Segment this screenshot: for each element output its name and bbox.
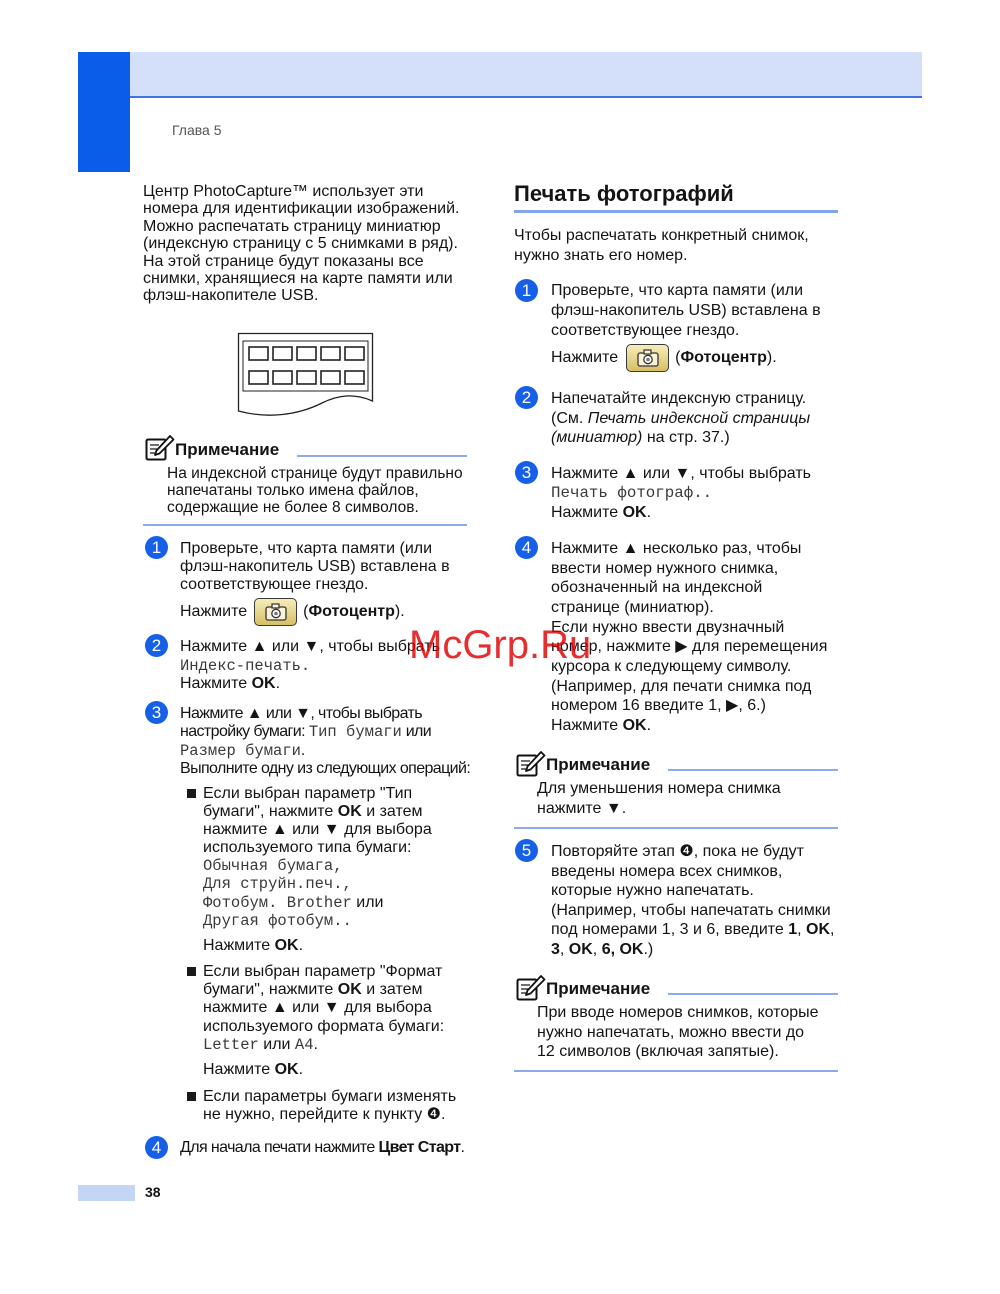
- punct: .: [646, 504, 652, 522]
- punct: ,: [592, 940, 602, 958]
- step-line: обозначенный на индексной: [551, 579, 763, 597]
- step3-text: [551, 464, 811, 523]
- ok-key: OK: [251, 675, 276, 692]
- bullet-line: нажмите ▲ или ▼ для выбора: [203, 999, 432, 1017]
- bullet-line: Если выбран параметр "Тип: [203, 785, 413, 802]
- bullet-line: [203, 981, 444, 999]
- lcd-menu-item: Тип бумаги: [308, 723, 402, 742]
- key-1: 1: [788, 921, 798, 939]
- photocapture-key: Фотоцентр: [680, 349, 767, 366]
- ok-key: OK: [622, 717, 647, 735]
- step-line: [551, 920, 835, 940]
- step-line: курсора к следующему символу.: [551, 658, 792, 676]
- punct: .: [646, 717, 652, 735]
- bullet-paper-type: [203, 785, 432, 930]
- photocapture-label: [675, 349, 777, 367]
- press-label: Нажмите: [203, 937, 275, 954]
- bullet-line: [203, 803, 432, 821]
- step-line: которые нужно напечатать.: [551, 882, 754, 900]
- step-line: соответствующее гнездо.: [180, 576, 369, 593]
- note-divider: [668, 993, 838, 995]
- paren-open: (: [303, 603, 309, 620]
- bullet-square: [187, 789, 196, 798]
- step-line: [551, 716, 827, 736]
- step-line: Нажмите ▲ или ▼, чтобы выбрать: [551, 465, 812, 482]
- press-label: Нажмите: [551, 504, 623, 522]
- press-ok-line: [203, 1061, 303, 1079]
- intro-line: Чтобы распечатать конкретный снимок,: [514, 227, 809, 244]
- step-number-badge: 3: [515, 461, 538, 484]
- watermark: McGrp.Ru: [409, 623, 592, 667]
- right-intro: [514, 226, 809, 265]
- step-line: (Например, для печати снимка под: [551, 677, 812, 695]
- step-line: Проверьте, что карта памяти (или: [180, 540, 433, 557]
- step-number-badge: 4: [515, 536, 538, 559]
- intro-line: Центр PhotoCapture™ использует эти: [143, 183, 424, 200]
- photocapture-label: [303, 603, 405, 621]
- camera-icon: [264, 602, 288, 622]
- step-number-badge: 3: [145, 701, 168, 724]
- ok-key: OK: [274, 937, 299, 954]
- text: на стр. 37.): [642, 429, 730, 447]
- punct: .: [460, 1139, 465, 1156]
- lcd-menu-item: Индекс-печать.: [180, 656, 311, 675]
- text: или: [258, 1035, 295, 1053]
- step-line: номер, нажмите ▶ для перемещения: [551, 638, 828, 656]
- punct: .: [275, 675, 281, 692]
- lcd-option: Обычная бумага,: [203, 857, 343, 876]
- intro-line: номера для идентификации изображений.: [143, 200, 460, 218]
- lcd-menu-item: Размер бумаги: [180, 741, 301, 760]
- bullet-line: не нужно, перейдите к пункту ❹.: [203, 1106, 446, 1123]
- section-title-underline: [514, 210, 838, 213]
- step4-text: [180, 1139, 464, 1157]
- lcd-option: A4: [294, 1035, 314, 1054]
- note-divider: [297, 455, 467, 457]
- press-photocapture-line: [551, 344, 777, 372]
- lcd-option: Другая фотобум..: [203, 911, 352, 930]
- ok-key: OK: [568, 940, 593, 958]
- text: бумаги", нажмите: [203, 981, 338, 999]
- step-number-badge: 1: [515, 279, 538, 302]
- step5-text: [551, 842, 835, 960]
- step-number-badge: 2: [145, 634, 168, 657]
- note-line: Для уменьшения номера снимка: [537, 780, 781, 797]
- step-number-badge: 5: [515, 839, 538, 862]
- step-line: номером 16 введите 1, ▶, 6.): [551, 697, 766, 715]
- note-line: При вводе номеров снимков, которые: [537, 1004, 819, 1021]
- ok-key: OK: [337, 803, 362, 821]
- step-line: Выполните одну из следующих операций:: [180, 759, 471, 777]
- step-line: Повторяйте этап ❹, пока не будут: [551, 843, 804, 860]
- step1-text: [551, 281, 821, 340]
- press-label: Нажмите: [551, 349, 619, 366]
- photocapture-button-icon: [626, 344, 669, 372]
- punct: .): [643, 940, 654, 958]
- bullet-line: используемого формата бумаги:: [203, 1017, 445, 1035]
- note-bottom-divider: [514, 1070, 838, 1072]
- color-start-key: Цвет Старт: [378, 1139, 461, 1156]
- note-bottom-divider: [143, 524, 467, 526]
- cross-reference: (миниатюр): [551, 429, 643, 447]
- text: под номерами 1, 3 и 6, введите: [551, 921, 789, 939]
- note-body: [167, 465, 463, 517]
- punct: ,: [830, 921, 835, 939]
- note-body: [537, 1003, 819, 1062]
- chapter-label: Глава 5: [172, 122, 222, 138]
- bullet-line: [203, 1036, 444, 1054]
- bullet-line: [203, 894, 432, 912]
- step-line: [551, 940, 835, 960]
- bullet-line: Если выбран параметр "Формат: [203, 963, 443, 980]
- step-line: Напечатайте индексную страницу.: [551, 390, 807, 407]
- section-title: Печать фотографий: [514, 181, 734, 206]
- step-line: соответствующее гнездо.: [551, 321, 740, 339]
- press-ok-line: [203, 937, 303, 955]
- note-pencil-icon: [516, 974, 546, 1002]
- ok-key: OK: [337, 981, 362, 999]
- camera-icon: [636, 348, 660, 368]
- paren-open: (: [675, 349, 681, 366]
- intro-line: снимки, хранящиеся на карте памяти или: [143, 270, 453, 288]
- punct: ,: [797, 921, 807, 939]
- step-line: [551, 428, 810, 448]
- step-line: [180, 723, 470, 741]
- text: Для начала печати нажмите: [180, 1139, 379, 1156]
- page-number: 38: [145, 1184, 161, 1200]
- text: и затем: [361, 803, 423, 821]
- key-3: 3: [551, 940, 560, 958]
- step-line: введены номера всех снимков,: [551, 862, 783, 880]
- footer-tab: [78, 1185, 135, 1201]
- punct: .: [298, 1061, 304, 1078]
- step-number-badge: 2: [515, 386, 538, 409]
- note-body: [537, 779, 781, 818]
- paren-close: ).: [766, 349, 777, 366]
- bullet-line: используемого типа бумаги:: [203, 839, 412, 857]
- lcd-option: Фотобум. Brother: [203, 893, 352, 912]
- intro-paragraph: [143, 183, 459, 305]
- intro-line: (индексную страницу с 5 снимками в ряд).: [143, 235, 458, 253]
- note-line: 12 символов (включая запятые).: [537, 1043, 779, 1061]
- step4-text: [551, 539, 827, 736]
- press-label: Нажмите: [180, 675, 252, 692]
- note-bottom-divider: [514, 827, 838, 829]
- step-line: флэш-накопитель USB) вставлена в: [551, 301, 821, 319]
- note-pencil-icon: [516, 750, 546, 778]
- step-line: флэш-накопитель USB) вставлена в: [180, 558, 450, 575]
- chapter-tab-block: [78, 52, 130, 172]
- bullet-square: [187, 967, 196, 976]
- text: или: [351, 893, 384, 911]
- cross-reference: Печать индексной страницы: [587, 409, 811, 427]
- lcd-option: Letter: [203, 1035, 259, 1054]
- step2-text: [551, 389, 810, 448]
- step-number-badge: 1: [145, 536, 168, 559]
- step2-text: [180, 638, 440, 694]
- bullet-paper-size: [203, 963, 444, 1054]
- bullet-line: нажмите ▲ или ▼ для выбора: [203, 821, 432, 839]
- press-label: Нажмите: [180, 603, 248, 620]
- step-line: ввести номер нужного снимка,: [551, 559, 779, 577]
- press-photocapture-line: [180, 598, 405, 626]
- index-sheet-illustration: [236, 331, 376, 419]
- header-band: [130, 52, 922, 96]
- text: (См.: [551, 409, 588, 427]
- step1-text: [180, 540, 450, 594]
- press-label: Нажмите: [551, 717, 623, 735]
- step-line: Нажмите ▲ или ▼, чтобы выбрать: [180, 638, 441, 655]
- ok-key: OK: [622, 504, 647, 522]
- punct: .: [313, 1035, 318, 1053]
- intro-line: флэш-накопителе USB.: [143, 287, 319, 305]
- punct: .: [298, 937, 304, 954]
- step-line: Если нужно ввести двузначный: [551, 618, 785, 636]
- bullet-square: [187, 1092, 196, 1101]
- step-number-badge: 4: [145, 1136, 168, 1159]
- key-6-ok: 6, OK: [601, 940, 644, 958]
- note-line: нажмите ▼.: [537, 799, 627, 817]
- text: или: [401, 723, 432, 741]
- note-line: нужно напечатать, можно ввести до: [537, 1023, 805, 1041]
- paren-close: ).: [394, 603, 405, 620]
- photocapture-button-icon: [254, 598, 297, 626]
- note-title: Примечание: [546, 979, 651, 998]
- intro-line: На этой странице будут показаны все: [143, 252, 424, 270]
- step-line: Нажмите ▲ несколько раз, чтобы: [551, 540, 802, 557]
- text: настройку бумаги:: [180, 723, 309, 741]
- step-line: Нажмите ▲ или ▼, чтобы выбрать: [180, 705, 423, 722]
- punct: ,: [559, 940, 569, 958]
- header-band-rule: [130, 96, 922, 98]
- note-title: Примечание: [175, 440, 280, 459]
- photocapture-key: Фотоцентр: [308, 603, 395, 620]
- punct: .: [300, 741, 305, 759]
- step3-text: [180, 705, 470, 778]
- intro-line: Можно распечатать страницу миниатюр: [143, 217, 441, 235]
- note-title: Примечание: [546, 755, 651, 774]
- step-line: (Например, чтобы напечатать снимки: [551, 901, 831, 919]
- intro-line: нужно знать его номер.: [514, 246, 688, 264]
- bullet-line: Если параметры бумаги изменять: [203, 1088, 457, 1105]
- text: бумаги", нажмите: [203, 803, 338, 821]
- note-line: содержащие не более 8 символов.: [167, 499, 419, 517]
- ok-key: OK: [274, 1061, 299, 1078]
- step-line: [180, 675, 440, 694]
- step-line: [551, 503, 811, 523]
- note-line: напечатаны только имена файлов,: [167, 482, 419, 500]
- ok-key: OK: [806, 921, 831, 939]
- lcd-option: Для струйн.печ.,: [203, 875, 352, 894]
- text: и затем: [361, 981, 423, 999]
- step-line: [551, 409, 810, 429]
- step-line: Проверьте, что карта памяти (или: [551, 282, 804, 299]
- press-label: Нажмите: [203, 1061, 275, 1078]
- note-divider: [668, 769, 838, 771]
- step-line: [180, 742, 470, 760]
- note-pencil-icon: [145, 434, 175, 462]
- lcd-menu-item: Печать фотограф..: [551, 483, 713, 502]
- step-line: странице (миниатюр).: [551, 599, 714, 617]
- bullet-skip: [203, 1088, 456, 1124]
- note-line: На индексной странице будут правильно: [167, 465, 463, 482]
